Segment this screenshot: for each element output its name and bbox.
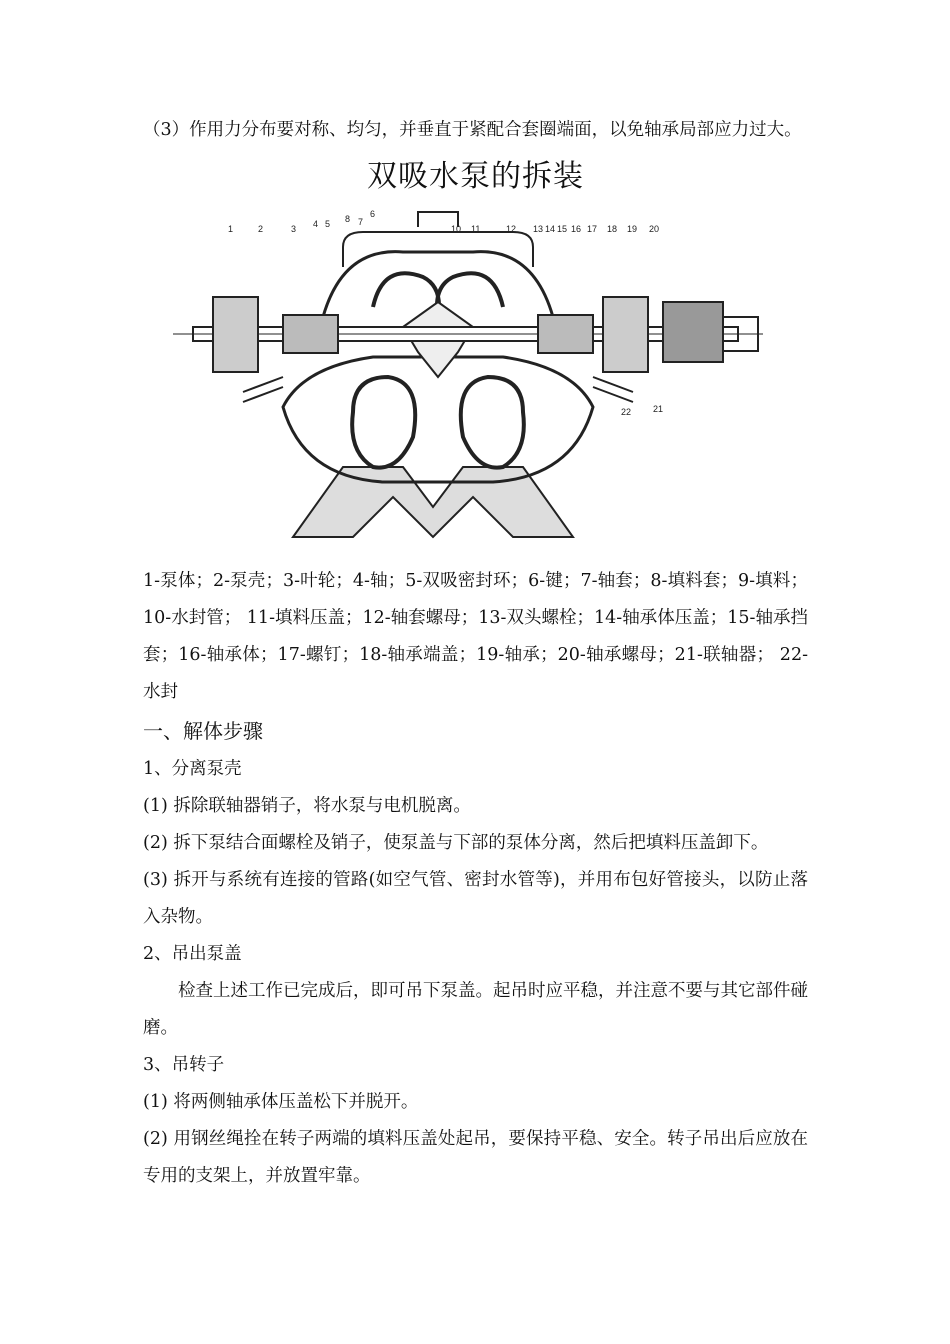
step-1-item-2: (2) 拆下泵结合面螺栓及销子，使泵盖与下部的泵体分离，然后把填料压盖卸下。	[143, 833, 769, 853]
callout-1: 1	[228, 224, 234, 234]
callout-21: 21	[653, 404, 664, 414]
step-3-item-2: (2) 用钢丝绳拴在转子两端的填料压盖处起吊，要保持平稳、安全。转子吊出后应放在专用的支架上，并放置牢靠。	[143, 1129, 808, 1186]
callout-11: 11	[471, 224, 481, 234]
callout-13: 13	[533, 224, 544, 234]
callout-3: 3	[291, 224, 297, 234]
callout-17: 17	[587, 224, 598, 234]
figure-caption: 1-泵体；2-泵壳；3-叶轮；4-轴；5-双吸密封环；6-键；7-轴套；8-填料套；9-填料；10-水封管； 11-填料压盖；12-轴套螺母；13-双头螺栓；14-轴承体压盖；15-轴承挡套；16-轴承体；17-螺钉；18-轴承端盖；19-轴承；20-轴承螺母；21-联轴器； 22-水封	[143, 571, 808, 702]
callout-22: 22	[621, 407, 632, 417]
intro-paragraph: （3）作用力分布要对称、均匀，并垂直于紧配合套圈端面，以免轴承局部应力过大。	[143, 120, 802, 140]
section-heading: 一、解体步骤	[143, 719, 263, 743]
callout-15: 15	[557, 224, 568, 234]
page-title: 双吸水泵的拆装	[367, 159, 584, 194]
step-1-item-1: (1) 拆除联轴器销子，将水泵与电机脱离。	[143, 796, 471, 816]
step-2-heading: 2、吊出泵盖	[143, 944, 242, 964]
step-1-item-3: (3) 拆开与系统有连接的管路(如空气管、密封水管等)，并用布包好管接头，以防止落入杂物。	[143, 870, 808, 927]
callout-7: 7	[358, 217, 364, 227]
pump-diagram	[143, 207, 808, 557]
pump-cross-section-drawing	[173, 207, 773, 552]
callout-10: 10	[451, 224, 462, 234]
callout-18: 18	[607, 224, 618, 234]
callout-14: 14	[545, 224, 556, 234]
callout-19: 19	[627, 224, 638, 234]
callout-16: 16	[571, 224, 582, 234]
callout-20: 20	[649, 224, 660, 234]
step-2-paragraph: 检查上述工作已完成后，即可吊下泵盖。起吊时应平稳，并注意不要与其它部件碰磨。	[143, 981, 808, 1038]
callout-5: 5	[325, 219, 331, 229]
callout-2: 2	[258, 224, 264, 234]
document-page	[143, 112, 808, 1195]
callout-12: 12	[506, 224, 517, 234]
callout-4: 4	[313, 219, 319, 229]
step-1-heading: 1、分离泵壳	[143, 759, 242, 779]
callout-8: 8	[345, 214, 351, 224]
step-3-heading: 3、吊转子	[143, 1055, 225, 1075]
step-3-item-1: (1) 将两侧轴承体压盖松下并脱开。	[143, 1092, 419, 1112]
callout-6: 6	[370, 209, 376, 219]
